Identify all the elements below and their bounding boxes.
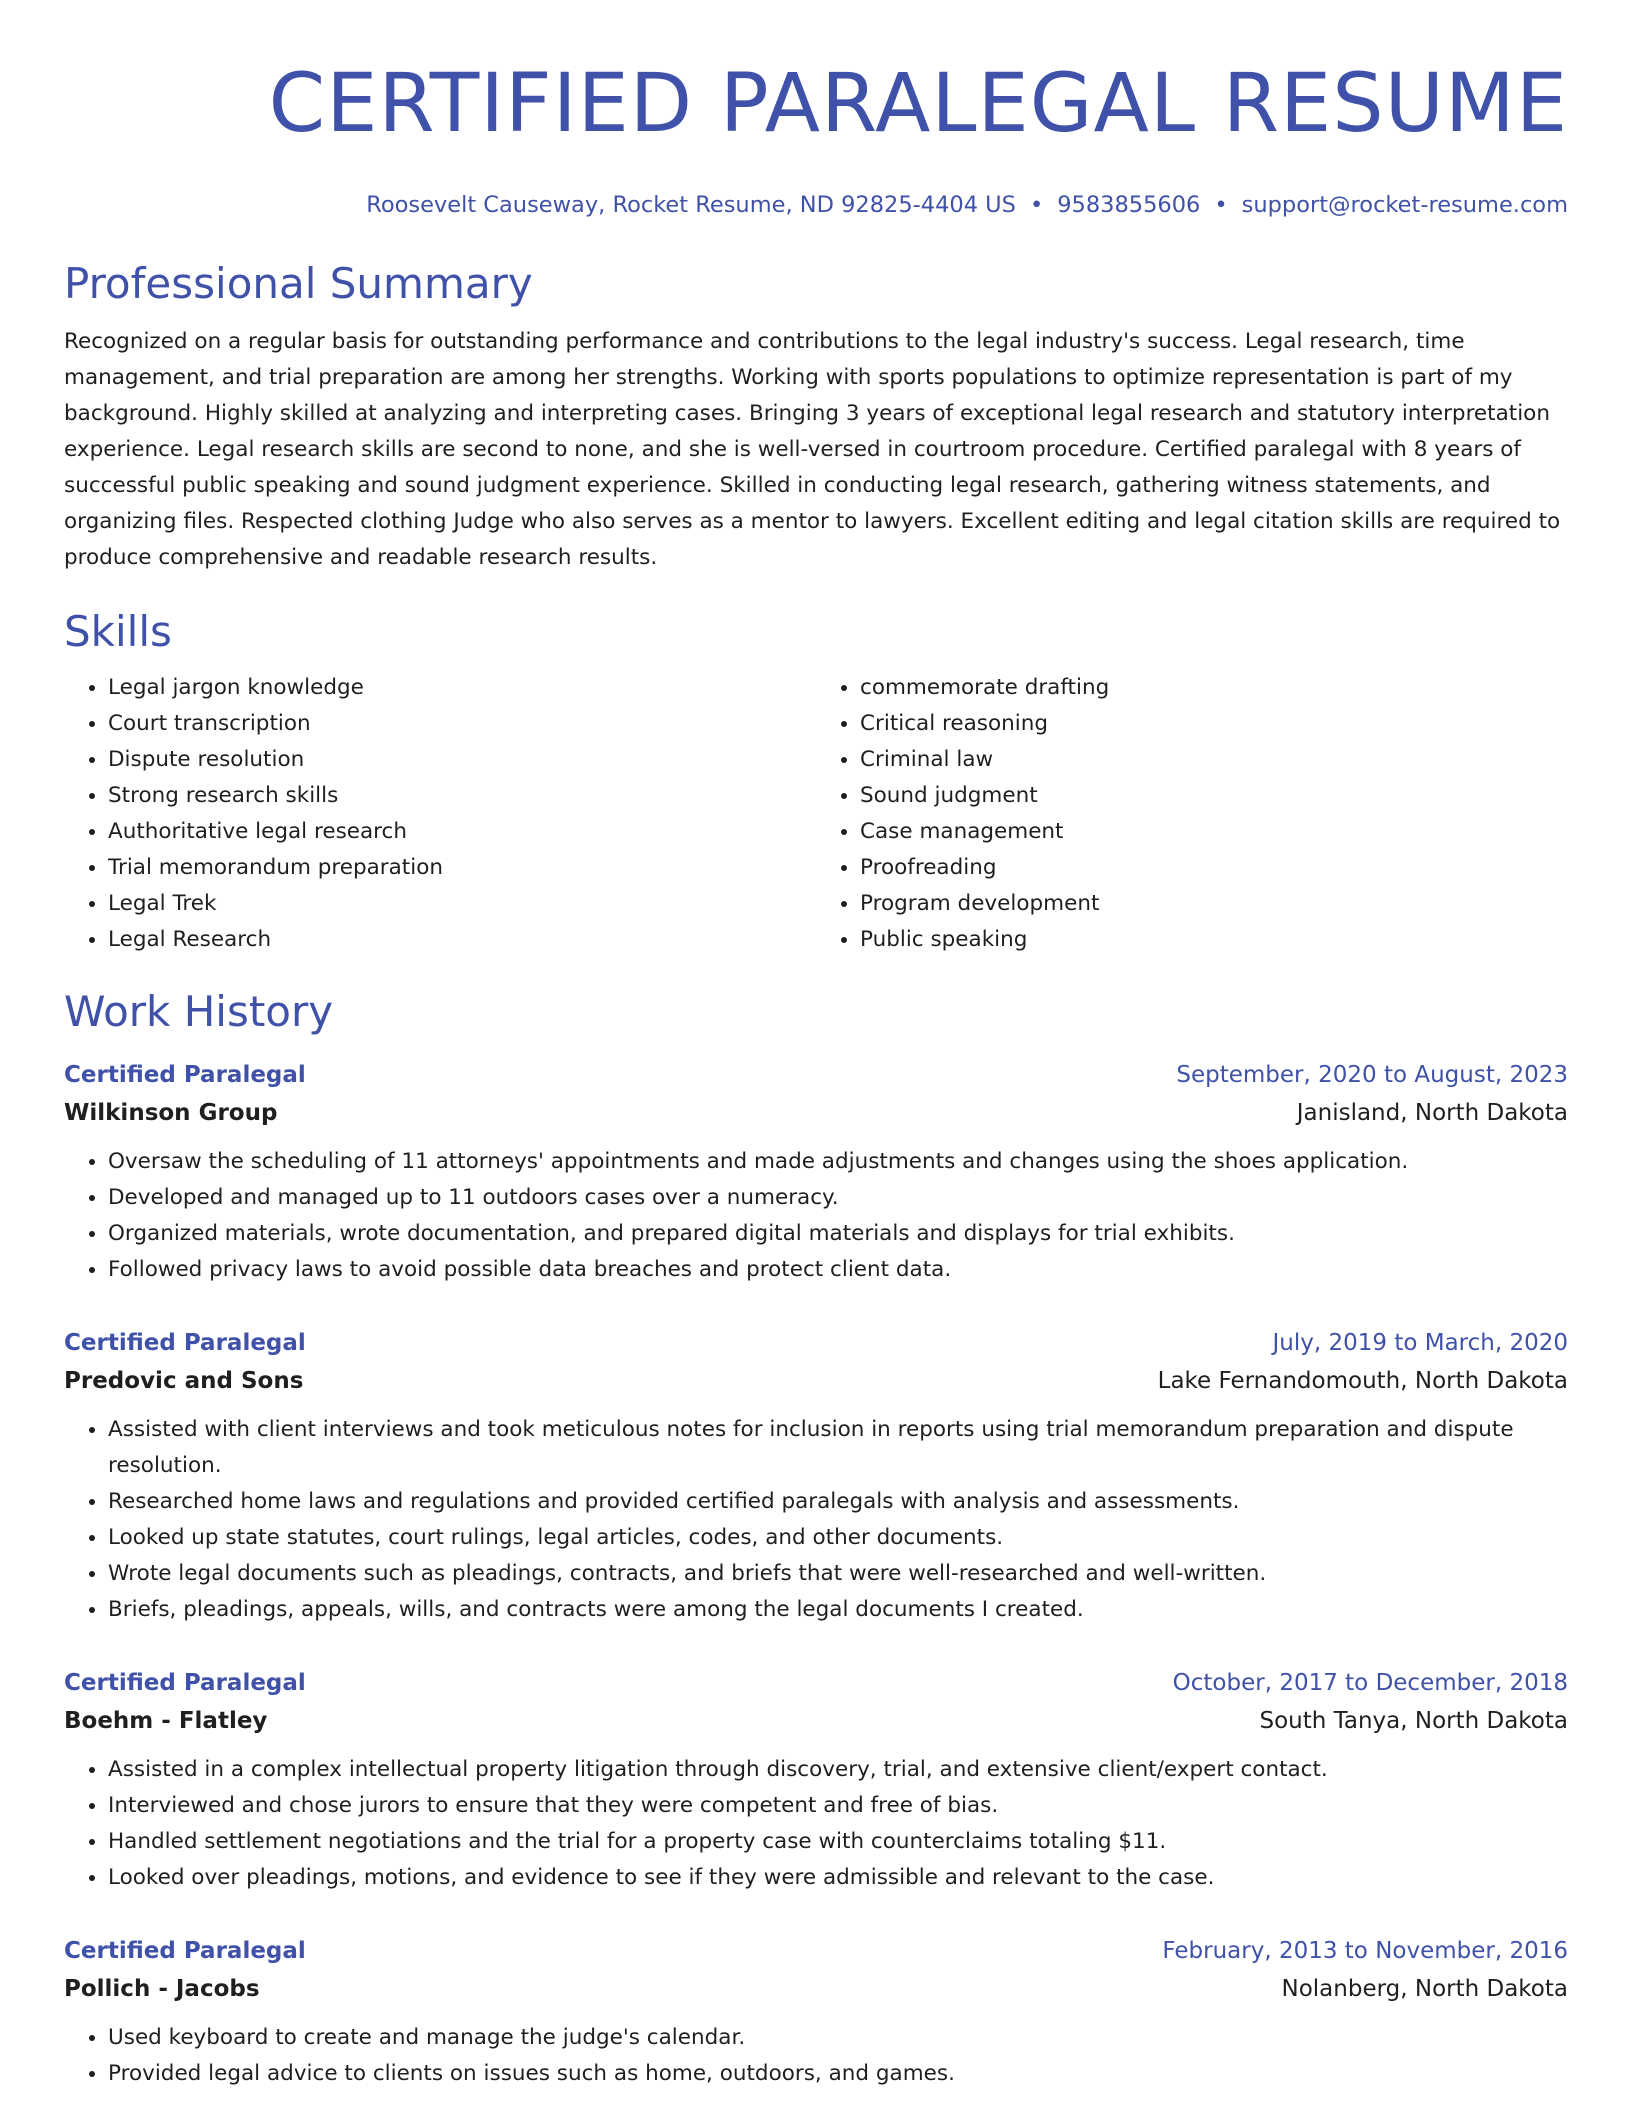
job-bullet: • Followed privacy laws to avoid possible data breaches and protect client data. [108, 1252, 1568, 1288]
skills-column-left [64, 670, 816, 958]
job-bullet: • Handled settlement negotiations and the trial for a property case with counterclaims totaling $11. [108, 1824, 1568, 1860]
job-company-row [64, 1362, 1568, 1400]
contact-separator: • [1029, 192, 1044, 218]
skill-item: • Public speaking [860, 922, 1568, 958]
job-bullet: • Assisted in a complex intellectual property litigation through discovery, trial, and extensive client/expert contact. [108, 1752, 1568, 1788]
contact-line [64, 190, 1568, 220]
job-bullets [64, 1412, 1568, 1628]
job-company: Predovic and Sons [64, 1368, 304, 1394]
skill-item: • Legal Trek [108, 886, 816, 922]
job-entry [64, 1324, 1568, 1628]
job-location: Lake Fernandomouth, North Dakota [1157, 1368, 1568, 1394]
job-company: Boehm - Flatley [64, 1708, 268, 1734]
job-bullets [64, 2020, 1568, 2092]
summary-heading: Professional Summary [64, 259, 533, 308]
contact-email[interactable]: support@rocket-resume.com [1241, 192, 1568, 218]
job-company-row [64, 1094, 1568, 1132]
job-entry [64, 1932, 1568, 2092]
skill-item: • Court transcription [108, 706, 816, 742]
job-company-row [64, 1970, 1568, 2008]
job-bullet: • Researched home laws and regulations and provided certified paralegals with analysis and assessments. [108, 1484, 1568, 1520]
job-location: Nolanberg, North Dakota [1281, 1976, 1568, 2002]
job-dates: February, 2013 to November, 2016 [1162, 1938, 1568, 1964]
job-header-row [64, 1932, 1568, 1970]
skill-item: • Sound judgment [860, 778, 1568, 814]
skill-item: • Critical reasoning [860, 706, 1568, 742]
job-entry [64, 1056, 1568, 1288]
job-title: Certified Paralegal [64, 1670, 306, 1696]
job-bullet: • Assisted with client interviews and took meticulous notes for inclusion in reports using trial memorandum preparation and dispute resolution. [108, 1412, 1568, 1484]
job-bullets [64, 1752, 1568, 1896]
skill-item: • Criminal law [860, 742, 1568, 778]
job-bullet: • Organized materials, wrote documentation, and prepared digital materials and displays for trial exhibits. [108, 1216, 1568, 1252]
work-history-heading: Work History [64, 987, 334, 1036]
skill-item: • Trial memorandum preparation [108, 850, 816, 886]
job-bullet: • Interviewed and chose jurors to ensure that they were competent and free of bias. [108, 1788, 1568, 1824]
job-bullet: • Briefs, pleadings, appeals, wills, and contracts were among the legal documents I created. [108, 1592, 1568, 1628]
skills-heading: Skills [64, 607, 172, 656]
summary-text: Recognized on a regular basis for outstanding performance and contributions to the legal industry's success. Legal research, time management, and trial preparation are among her strengths. Working with sports populations to optimize representation is part of my background. Highly skilled at analyzing and interpreting cases. Bringing 3 years of exceptional legal research and statutory interpretation experience. Legal research skills are second to none, and she is well-versed in courtroom procedure. Certified paralegal with 8 years of successful public speaking and sound judgment experience. Skilled in conducting legal research, gathering witness statements, and organizing files. Respected clothing Judge who also serves as a mentor to lawyers. Excellent editing and legal citation skills are required to produce comprehensive and readable research results. [64, 329, 1561, 570]
skill-item: • Dispute resolution [108, 742, 816, 778]
contact-phone: 9583855606 [1057, 192, 1201, 218]
job-dates: September, 2020 to August, 2023 [1176, 1062, 1568, 1088]
job-bullet: • Wrote legal documents such as pleadings, contracts, and briefs that were well-researched and well-written. [108, 1556, 1568, 1592]
skill-item: • commemorate drafting [860, 670, 1568, 706]
job-dates: July, 2019 to March, 2020 [1272, 1330, 1568, 1356]
job-bullet: • Developed and managed up to 11 outdoors cases over a numeracy. [108, 1180, 1568, 1216]
skill-item: • Strong research skills [108, 778, 816, 814]
job-dates: October, 2017 to December, 2018 [1172, 1670, 1568, 1696]
job-title: Certified Paralegal [64, 1938, 306, 1964]
job-title: Certified Paralegal [64, 1062, 306, 1088]
job-company: Wilkinson Group [64, 1100, 278, 1126]
skill-item: • Program development [860, 886, 1568, 922]
job-bullets [64, 1144, 1568, 1288]
contact-address: Roosevelt Causeway, Rocket Resume, ND 92825-4404 US [366, 192, 1016, 218]
job-location: Janisland, North Dakota [1296, 1100, 1568, 1126]
job-header-row [64, 1664, 1568, 1702]
skill-item: • Legal jargon knowledge [108, 670, 816, 706]
skill-item: • Proofreading [860, 850, 1568, 886]
skills-column-right [816, 670, 1568, 958]
job-company: Pollich - Jacobs [64, 1976, 260, 2002]
skills-list [64, 670, 1568, 958]
skill-item: • Case management [860, 814, 1568, 850]
job-bullet: • Looked over pleadings, motions, and evidence to see if they were admissible and relevant to the case. [108, 1860, 1568, 1896]
job-location: South Tanya, North Dakota [1259, 1708, 1568, 1734]
job-bullet: • Used keyboard to create and manage the judge's calendar. [108, 2020, 1568, 2056]
job-entry [64, 1664, 1568, 1896]
resume-title: CERTIFIED PARALEGAL RESUME [268, 57, 1568, 151]
skill-item: • Legal Research [108, 922, 816, 958]
contact-separator: • [1214, 192, 1228, 218]
job-bullet: • Provided legal advice to clients on issues such as home, outdoors, and games. [108, 2056, 1568, 2092]
job-company-row [64, 1702, 1568, 1740]
job-title: Certified Paralegal [64, 1330, 306, 1356]
skill-item: • Authoritative legal research [108, 814, 816, 850]
job-bullet: • Oversaw the scheduling of 11 attorneys' appointments and made adjustments and changes using the shoes application. [108, 1144, 1568, 1180]
job-header-row [64, 1324, 1568, 1362]
job-bullet: • Looked up state statutes, court rulings, legal articles, codes, and other documents. [108, 1520, 1568, 1556]
job-header-row [64, 1056, 1568, 1094]
